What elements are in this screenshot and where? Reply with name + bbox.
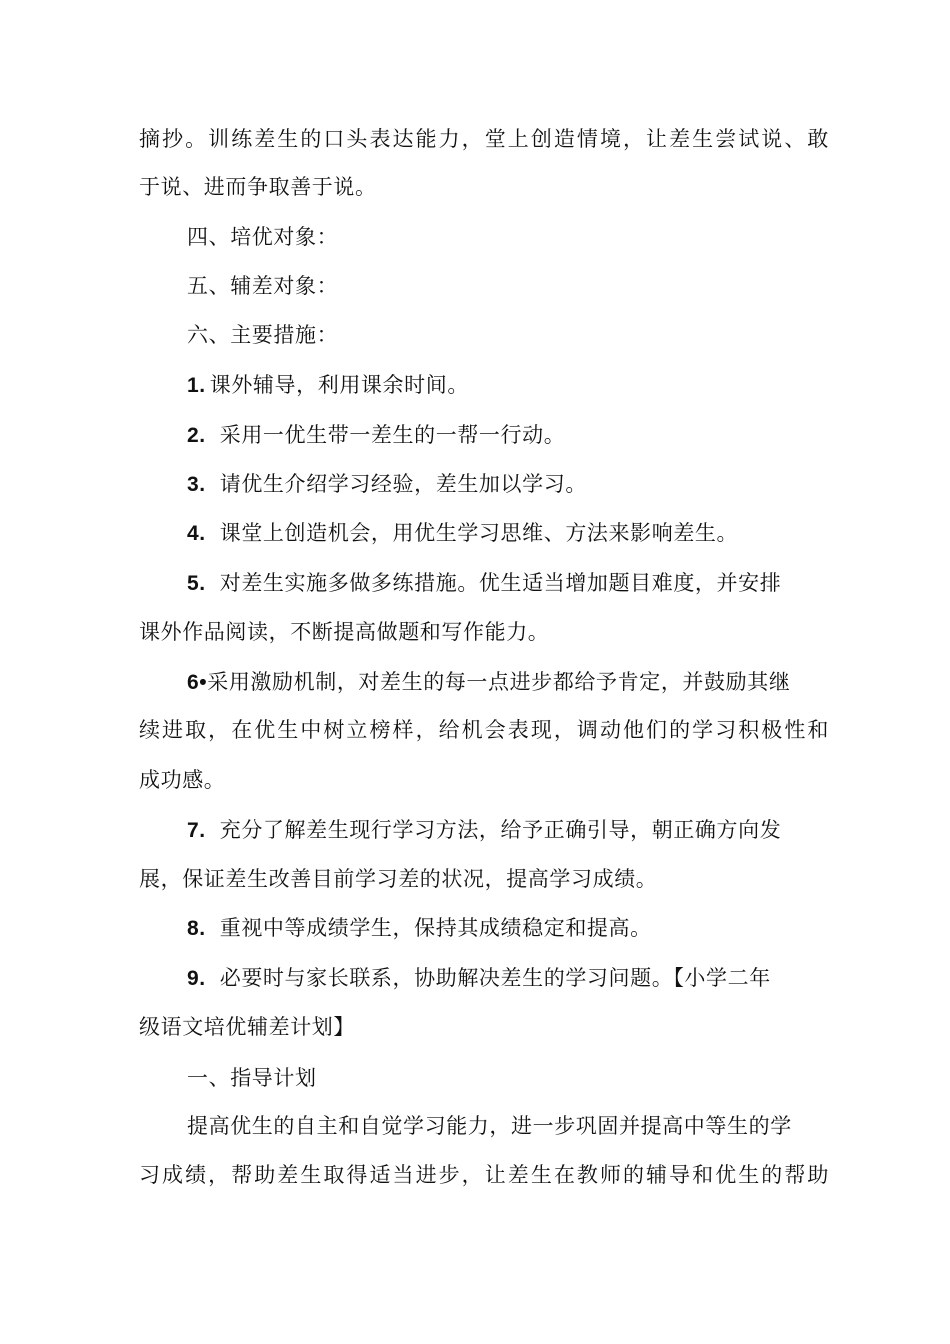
list-number: 9. (187, 967, 206, 990)
list-number: 2. (187, 424, 206, 447)
text-span: 课外作品阅读，不断提高做题和写作能力。 (139, 620, 550, 644)
text-span: 采用激励机制，对差生的每一点进步都给予肯定，并鼓励其继 (207, 670, 791, 694)
list-item-8 (187, 913, 877, 944)
text-span: 六、主要措施： (187, 323, 339, 347)
paragraph-line (139, 1160, 829, 1190)
list-item-7 (187, 815, 877, 846)
text-span: 课外辅导，利用课余时间。 (209, 373, 469, 397)
list-item-3 (187, 469, 877, 500)
text-span: 一、指导计划 (187, 1066, 317, 1090)
paragraph-line (139, 172, 829, 202)
text-span: 对差生实施多做多练措施。优生适当增加题目难度，并安排 (219, 571, 782, 595)
text-span: 请优生介绍学习经验，差生加以学习。 (219, 472, 587, 496)
text-span: 四、培优对象： (187, 225, 339, 249)
paragraph-line (139, 864, 829, 894)
text-span: 重视中等成绩学生，保持其成绩稳定和提高。 (219, 916, 652, 940)
section-heading-1 (187, 1063, 877, 1093)
text-span: 摘抄。训练差生的口头表达能力，堂上创造情境，让差生尝试说、敢 (139, 127, 829, 151)
list-number: 1. (187, 374, 206, 397)
list-item-5 (187, 568, 829, 599)
text-span: 采用一优生带一差生的一帮一行动。 (219, 423, 566, 447)
paragraph-line (187, 1111, 829, 1141)
text-span: 五、辅差对象： (187, 274, 339, 298)
list-number: 5. (187, 572, 206, 595)
list-number: 8. (187, 917, 206, 940)
text-span: 提高优生的自主和自觉学习能力，进一步巩固并提高中等生的学 (187, 1114, 792, 1138)
paragraph-line (139, 124, 829, 154)
section-heading-6 (187, 320, 877, 350)
paragraph-line (139, 617, 829, 647)
list-item-6 (187, 667, 877, 698)
text-span: 续进取，在优生中树立榜样，给机会表现，调动他们的学习积极性和 (139, 718, 829, 742)
list-item-1 (187, 370, 877, 401)
text-span: 习成绩，帮助差生取得适当进步，让差生在教师的辅导和优生的帮助 (139, 1163, 829, 1187)
text-span: 成功感。 (139, 768, 226, 792)
list-number: 6• (187, 671, 208, 694)
text-span: 充分了解差生现行学习方法，给予正确引导，朝正确方向发 (219, 818, 782, 842)
text-span: 展，保证差生改善目前学习差的状况，提高学习成绩。 (139, 867, 658, 891)
list-item-2 (187, 420, 877, 451)
text-span: 于说、进而争取善于说。 (139, 175, 377, 199)
list-number: 7. (187, 819, 206, 842)
paragraph-line (139, 765, 829, 795)
list-number: 4. (187, 522, 206, 545)
section-heading-4 (187, 222, 877, 252)
text-span: 必要时与家长联系，协助解决差生的学习问题。【小学二年 (219, 966, 771, 990)
paragraph-line (139, 1012, 829, 1042)
section-heading-5 (187, 271, 877, 301)
text-span: 课堂上创造机会，用优生学习思维、方法来影响差生。 (219, 521, 739, 545)
list-item-9 (187, 963, 877, 994)
paragraph-line (139, 715, 829, 745)
list-item-4 (187, 518, 877, 549)
text-span: 级语文培优辅差计划】 (139, 1015, 355, 1039)
list-number: 3. (187, 473, 206, 496)
